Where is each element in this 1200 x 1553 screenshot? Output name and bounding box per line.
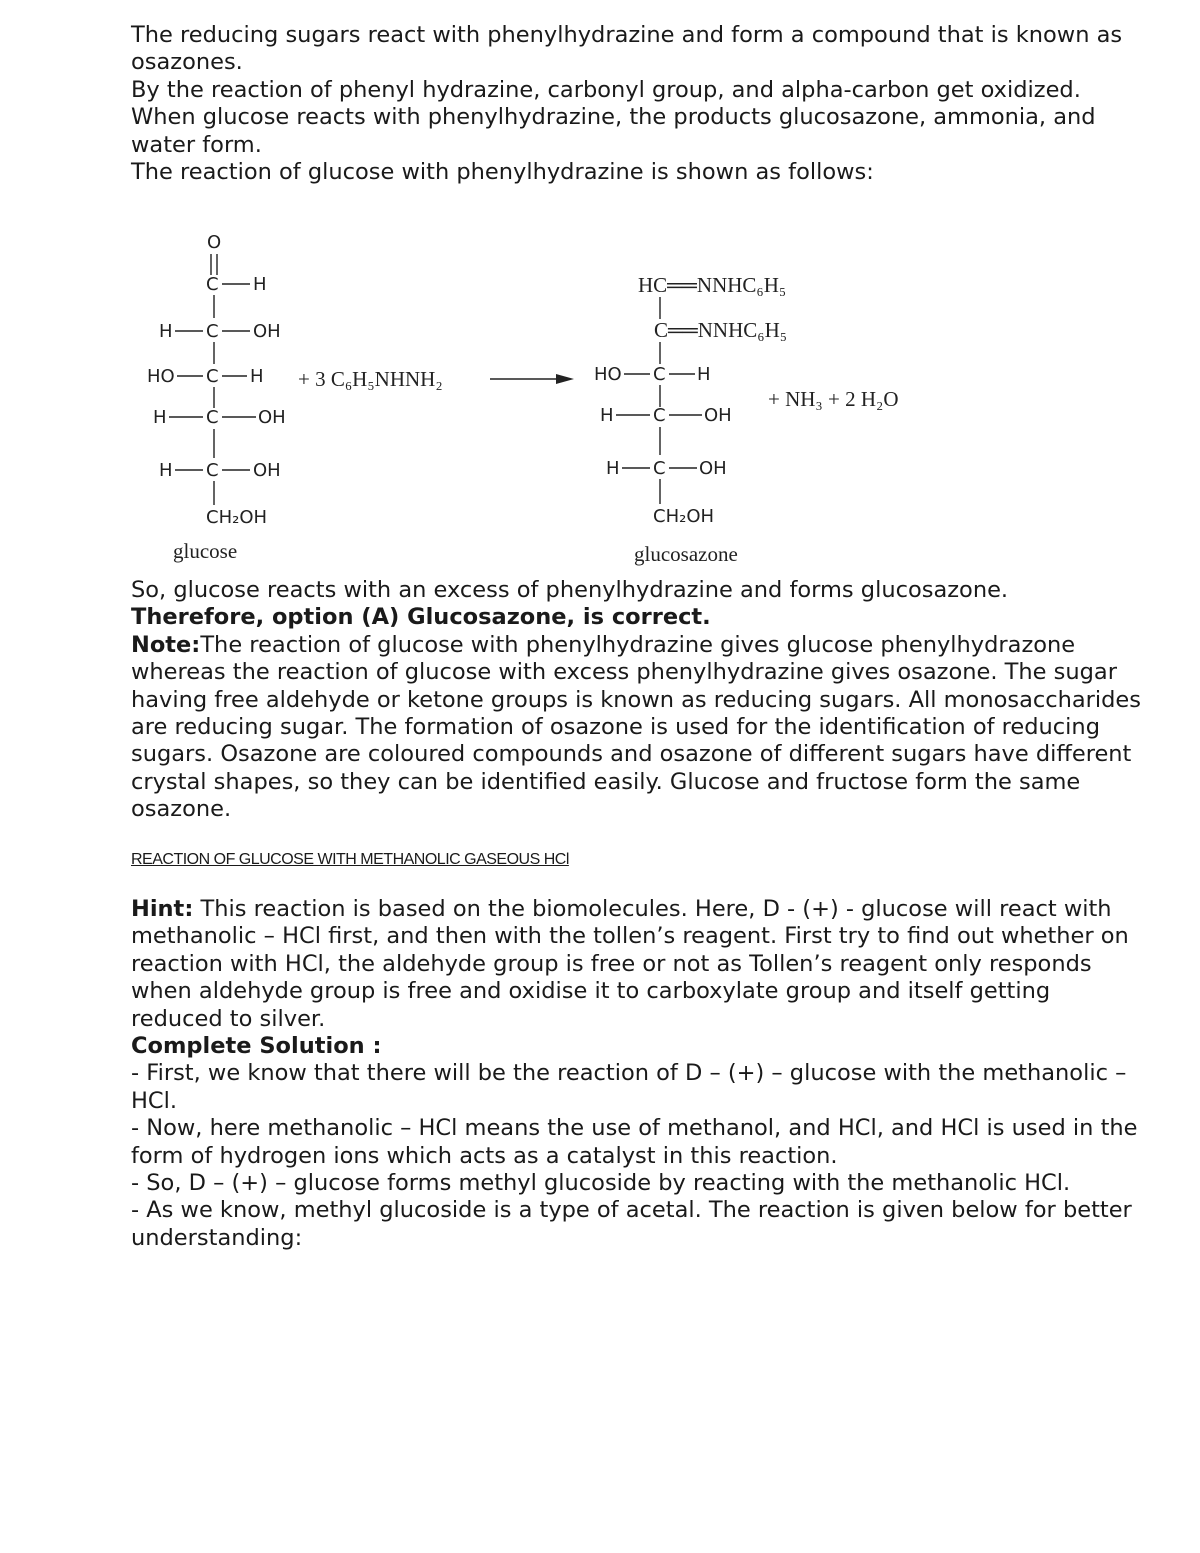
svg-text:C: C	[206, 274, 219, 295]
svg-text:C: C	[206, 460, 219, 481]
intro-line-1: The reducing sugars react with phenylhydrazine and form a compound that is known as osazones.	[131, 22, 1123, 76]
hint-paragraph	[131, 896, 1141, 1033]
intro-line-3: When glucose reacts with phenylhydrazine, the products glucosazone, ammonia, and water form.	[131, 104, 1096, 158]
svg-text:OH: OH	[258, 407, 286, 428]
phenylhydrazine-reagent: + 3 C₆H₅NHNH₂	[298, 367, 443, 391]
results-block	[131, 577, 1141, 824]
svg-text:C: C	[206, 407, 219, 428]
summary-line: So, glucose reacts with an excess of phenylhydrazine and forms glucosazone.	[131, 577, 1009, 603]
solution-point-1: - First, we know that there will be the reaction of D – (+) – glucose with the methanolic – HCl.	[131, 1060, 1127, 1114]
svg-text:C: C	[206, 366, 219, 387]
svg-text:CH₂OH: CH₂OH	[653, 506, 715, 527]
note-text: The reaction of glucose with phenylhydrazine gives glucose phenylhydrazone whereas the reaction of glucose with excess phenylhydrazine gives osazone. The sugar having free aldehyde or ketone groups is known as reducing sugars. All monosaccharides are reducing sugar. The formation of osazone is used for the identification of reducing sugars. Osazone are coloured compounds and osazone of different sugars have different crystal shapes, so they can be identified easily. Glucose and fructose form the same osazone.	[131, 631, 1141, 823]
solution-point-2: - Now, here methanolic – HCl means the use of methanol, and HCl, and HCl is used in the form of hydrogen ions which acts as a catalyst in this reaction.	[131, 1115, 1138, 1169]
hint-block	[131, 896, 1141, 1252]
glucose-structure	[147, 232, 286, 563]
glucosazone-reaction-diagram	[0, 220, 1200, 580]
intro-line-2: By the reaction of phenyl hydrazine, carbonyl group, and alpha-carbon get oxidized.	[131, 76, 1081, 103]
hint-text: This reaction is based on the biomolecules. Here, D - (+) - glucose will react with methanolic – HCl first, and then with the tollen’s reagent. First try to find out whether on reaction with HCl, the aldehyde group is free or not as Tollen’s reagent only responds when aldehyde group is free and oxidise it to carboxylate group and itself getting reduced to silver.	[131, 896, 1129, 1032]
svg-text:HO: HO	[594, 364, 622, 385]
glucosazone-label: glucosazone	[634, 542, 738, 566]
svg-text:H: H	[606, 458, 620, 479]
reaction-arrow	[490, 374, 574, 384]
svg-text:C: C	[653, 458, 666, 479]
svg-text:H: H	[153, 407, 167, 428]
note-paragraph	[131, 632, 1141, 824]
conclusion-line: Therefore, option (A) Glucosazone, is correct.	[131, 604, 711, 631]
svg-text:H: H	[697, 364, 711, 385]
svg-text:OH: OH	[253, 460, 281, 481]
carbonyl-oxygen: O	[207, 232, 222, 253]
svg-text:H: H	[159, 460, 173, 481]
svg-text:C: C	[653, 364, 666, 385]
svg-text:OH: OH	[699, 458, 727, 479]
svg-text:OH: OH	[253, 321, 281, 342]
svg-text:OH: OH	[704, 405, 732, 426]
glucose-label: glucose	[173, 539, 238, 563]
solution-point-3: - So, D – (+) – glucose forms methyl glucoside by reacting with the methanolic HCl.	[131, 1170, 1071, 1197]
svg-text:C: C	[206, 321, 219, 342]
section-heading: REACTION OF GLUCOSE WITH METHANOLIC GASEOUS HCl	[131, 851, 569, 868]
note-label: Note:	[131, 631, 201, 658]
svg-text:H: H	[159, 321, 173, 342]
reaction-byproducts: + NH₃ + 2 H₂O	[768, 387, 899, 411]
svg-text:CH₂OH: CH₂OH	[206, 507, 268, 528]
svg-text:HO: HO	[147, 366, 175, 387]
osazone-row-2: C══NNHC₆H₅	[654, 318, 788, 342]
intro-block	[131, 22, 1141, 186]
osazone-row-1: HC══NNHC₆H₅	[638, 273, 787, 297]
solution-point-4: - As we know, methyl glucoside is a type of acetal. The reaction is given below for better understanding:	[131, 1197, 1132, 1251]
svg-text:H: H	[600, 405, 614, 426]
glucosazone-structure	[594, 273, 787, 566]
hint-label: Hint:	[131, 896, 194, 922]
svg-text:H: H	[253, 274, 267, 295]
intro-line-4: The reaction of glucose with phenylhydrazine is shown as follows:	[131, 159, 874, 186]
svg-text:H: H	[250, 366, 264, 387]
svg-text:C: C	[653, 405, 666, 426]
solution-label: Complete Solution :	[131, 1033, 382, 1060]
